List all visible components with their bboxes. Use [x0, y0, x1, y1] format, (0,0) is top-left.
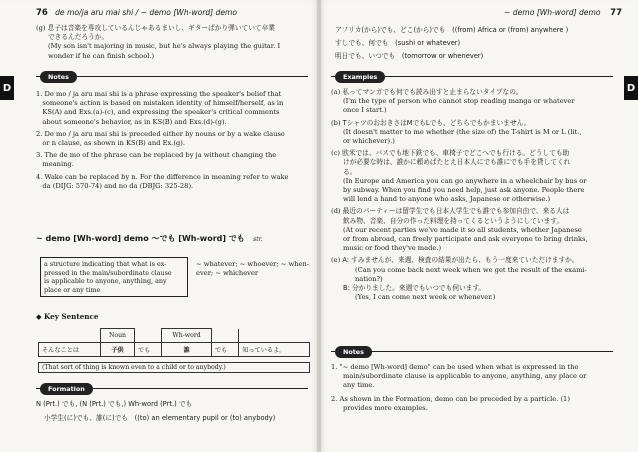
- definition-en-line: ever; ~ whichever: [196, 269, 259, 278]
- example-g: [36, 24, 306, 61]
- example-line: A: すみませんが、来週、検査の結果が出たら、もう一度来ていただけますか。: [342, 256, 579, 265]
- key-sentence-title: [36, 312, 98, 321]
- left-note-2: [36, 130, 308, 148]
- right-header-title: ~ demo [Wh-word] demo: [504, 8, 601, 17]
- ks-cell: 知っているよ。: [239, 343, 310, 357]
- example-line: TシャツのおおきさはMでもLでも、どちらでもかまいません。: [342, 118, 531, 127]
- example-g-label: (g): [36, 24, 46, 32]
- key-sentence-label: Key Sentence: [44, 312, 99, 321]
- note-line: or n clause, as shown in KS(B) and Ex.(g).: [42, 139, 185, 148]
- note-number: 2.: [331, 394, 338, 403]
- definition-line: place or any time: [44, 285, 101, 294]
- note-line: about someone's behavior, as in KS(B) and Exs.(d)-(g).: [42, 117, 227, 126]
- left-section-tab: D: [0, 76, 14, 100]
- note-line: The de mo of the phrase can be replaced by ja without changing the: [44, 151, 277, 160]
- right-note-2: [331, 395, 615, 413]
- note-line: De mo / ja aru mai shi is a phrase expressing the speaker's belief that: [44, 90, 282, 98]
- example-d: [331, 207, 615, 253]
- note-line: Wake can be replaced by n. For the difference in meaning refer to wake: [44, 172, 289, 181]
- left-note-4: [36, 173, 308, 191]
- left-note-3: [36, 151, 308, 169]
- formation-lines: [36, 400, 311, 423]
- ks-head-cell: Noun: [101, 329, 135, 343]
- definition-english: [196, 260, 311, 278]
- diamond-icon: ◆: [36, 312, 42, 321]
- left-notes-list: [36, 90, 308, 191]
- example-line: (Yes, I can come next week or whenever.): [355, 293, 496, 302]
- right-page-number: 77: [610, 8, 622, 18]
- note-number: 3.: [36, 151, 43, 160]
- example-line: B: 分かりました。来週でもいつでも伺います。: [343, 284, 486, 293]
- example-g-en2: wonder if he can finish school.): [48, 51, 155, 60]
- ks-cell: 子供: [101, 343, 135, 357]
- ks-head-cell: Wh-word: [162, 329, 212, 343]
- note-line: KS(A) and Exs.(a)-(c), and expressing the speaker's critical comments: [42, 108, 280, 117]
- key-sentence-translation: (That sort of thing is known even to a child or to anybody.): [38, 362, 310, 373]
- definition-en-line: ~ whatever; ~ whoever; ~ when-: [196, 260, 310, 268]
- note-number: 1.: [331, 363, 338, 371]
- notes-rule-right: [331, 351, 613, 352]
- left-header-title: de mo/ja aru mai shi / ~ demo [Wh-word] demo: [55, 8, 238, 17]
- ks-head-cell: [39, 329, 101, 343]
- example-line: (It doesn't matter to me whether (the size of) the T-shirt is M or L (lit.,: [343, 127, 582, 136]
- definition-line: a structure indicating that what is ex-: [44, 260, 167, 268]
- notes-badge-right: Notes: [335, 346, 372, 358]
- example-label: (c): [331, 149, 340, 158]
- example-c: [331, 149, 615, 204]
- notes-badge-left: Notes: [40, 71, 77, 83]
- example-a: [331, 88, 615, 116]
- entry-tag: str.: [253, 236, 263, 243]
- example-line: (I'm the type of person who cannot stop reading manga or whatever: [343, 97, 575, 106]
- example-line: 最近のパーティーは留学生でも日本人学生でも誰でも参加自由で、来る人は: [342, 207, 570, 216]
- example-line: けが必要な時は、誰かに頼めばたとえ日本人にでも誰にでも手を貸してくれ: [343, 158, 571, 167]
- example-line: 飲み物、音楽、自分の作った料理を持ってくるというようにしています。: [343, 216, 564, 225]
- example-label: (e): [331, 256, 341, 265]
- entry-title: [36, 234, 263, 244]
- example-line: 私ってマンガでも何でも読み出すと止まらないタイプなの。: [342, 88, 523, 96]
- ks-cell: 誰: [162, 343, 212, 357]
- formation-example: アフリカ(から)でも、どこ(から)でも ((from) Africa or (from) anywhere ): [335, 26, 569, 34]
- note-line: As shown in the Formation, demo can be preceded by a particle. (1): [339, 394, 570, 403]
- right-note-1: [331, 363, 615, 391]
- formation-example: 明日でも、いつでも (tomorrow or whenever): [335, 52, 484, 61]
- formation-badge: Formation: [40, 383, 93, 395]
- note-line: De mo / ja aru mai shi is preceded either by nouns or by a wake clause: [44, 129, 285, 138]
- note-line: any time.: [343, 381, 375, 390]
- example-label: (b): [331, 118, 341, 127]
- examples-list: [331, 88, 615, 302]
- example-line: (Can you come back next week when we get the result of the exami-: [355, 265, 587, 274]
- note-line: main/subordinate clause is applicable to anyone, anything, any place or: [343, 372, 587, 381]
- key-sentence-head-row: [39, 329, 310, 343]
- right-page: [319, 0, 638, 452]
- ks-head-cell: [134, 329, 161, 343]
- example-line: or from abroad, can freely participate and ask everyone to bring drinks,: [343, 235, 588, 244]
- note-line: da (DIJG: 570-74) and no da (DBJG: 325-28).: [42, 181, 194, 190]
- definition-line: pressed in the main/subordinate clause: [44, 268, 172, 277]
- definition-box: [40, 257, 188, 297]
- example-line: will lend a hand to anyone who asks, Japanese or otherwise.): [343, 195, 551, 204]
- example-line: by subway. When you find you need help, just ask anyone. People there: [343, 186, 585, 195]
- example-line: or whichever).): [343, 137, 395, 146]
- note-number: 2.: [36, 129, 43, 138]
- note-number: 4.: [36, 172, 43, 181]
- examples-badge: Examples: [335, 71, 385, 83]
- example-label: (d): [331, 207, 341, 216]
- ks-cell: でも: [134, 343, 161, 357]
- formation-example: すしでも、何でも (sushi or whatever): [335, 39, 461, 48]
- left-note-1: [36, 90, 308, 127]
- note-line: meaning.: [42, 160, 74, 169]
- ks-cell: でも: [211, 343, 238, 357]
- ks-cell: そんなことは: [39, 343, 101, 357]
- example-b: [331, 119, 615, 147]
- example-line: once I start.): [343, 106, 387, 115]
- note-number: 1.: [36, 90, 43, 98]
- example-label: (a): [331, 88, 341, 96]
- key-sentence-table: [38, 328, 310, 357]
- example-line: 欧米では、バスでも地下鉄でも、車椅子でどこへでも行ける。どうしても助: [342, 149, 570, 158]
- right-section-tab: D: [624, 76, 638, 100]
- formation-line-2: 小学生(に)でも、誰(に)でも ((to) an elementary pupil or (to) anybody): [44, 414, 276, 423]
- example-line: (At our recent parties we've made it so all students, whether Japanese: [343, 225, 582, 234]
- entry-title-text: ~ demo [Wh-word] demo ～でも [Wh-word] でも: [36, 234, 245, 243]
- right-notes-list: [331, 363, 615, 413]
- formation-continued: [335, 26, 605, 62]
- formation-line-1: N (Prt.) でも, (N (Prt.) でも,) Wh-word (Prt.) でも: [36, 400, 193, 408]
- left-header: [36, 8, 237, 18]
- note-line: "~ demo [Wh-word] demo" can be used when what is expressed in the: [339, 363, 579, 371]
- left-page-number: 76: [36, 8, 48, 18]
- example-line: (In Europe and America you can go anywhere in a wheelchair by bus or: [343, 176, 587, 185]
- example-g-jp2: できるんだろうか。: [48, 33, 109, 42]
- ks-head-cell: [211, 329, 238, 343]
- example-g-jp1: 息子は音楽を専攻しているんじゃあるまいし、ギターばかり弾いていて卒業: [47, 24, 275, 32]
- note-line: someone's action is based on mistaken identity of himself/herself, as in: [42, 99, 284, 108]
- example-line: music or food they've made.): [343, 244, 442, 253]
- example-line: nation?): [355, 274, 383, 283]
- right-header: [504, 8, 622, 18]
- ks-head-cell: [239, 329, 310, 343]
- key-sentence-row: [39, 343, 310, 357]
- example-g-en1: (My son isn't majoring in music, but he's always playing the guitar. I: [48, 42, 281, 51]
- book-gutter: [317, 0, 321, 452]
- note-line: provides more examples.: [343, 403, 428, 412]
- definition-line: is applicable to anyone, anything, any: [44, 277, 167, 286]
- example-line: る。: [343, 167, 357, 176]
- example-e: [331, 256, 615, 302]
